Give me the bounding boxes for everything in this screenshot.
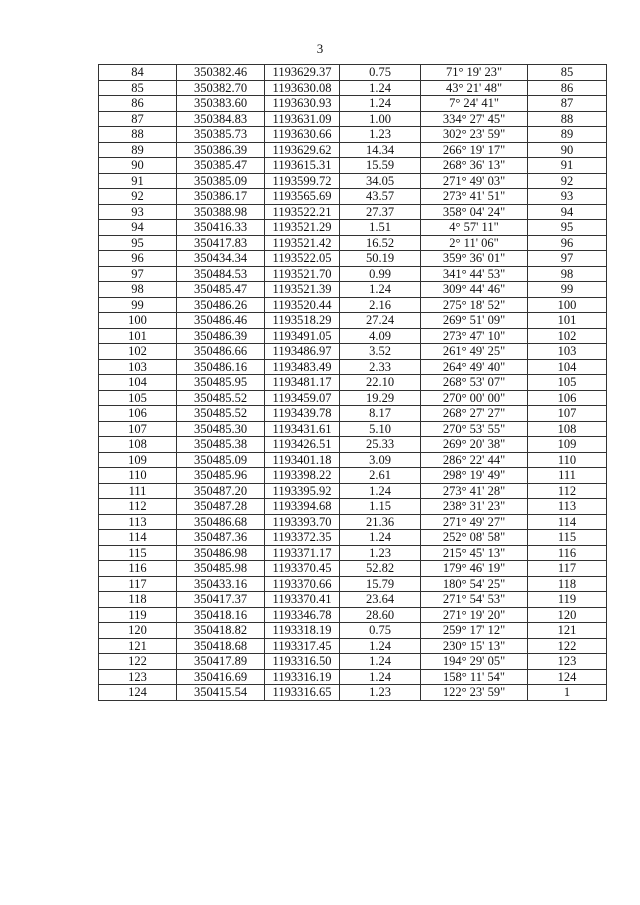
distance-cell: 43.57 xyxy=(340,189,421,205)
point-number-cell: 95 xyxy=(99,235,177,251)
point-number-cell: 100 xyxy=(99,313,177,329)
next-point-cell: 123 xyxy=(528,654,607,670)
point-number-cell: 118 xyxy=(99,592,177,608)
x-coordinate-cell: 350486.26 xyxy=(177,297,265,313)
x-coordinate-cell: 350485.98 xyxy=(177,561,265,577)
distance-cell: 3.52 xyxy=(340,344,421,360)
y-coordinate-cell: 1193372.35 xyxy=(265,530,340,546)
y-coordinate-cell: 1193316.50 xyxy=(265,654,340,670)
point-number-cell: 90 xyxy=(99,158,177,174)
distance-cell: 27.37 xyxy=(340,204,421,220)
point-number-cell: 89 xyxy=(99,142,177,158)
distance-cell: 15.79 xyxy=(340,576,421,592)
x-coordinate-cell: 350416.69 xyxy=(177,669,265,685)
next-point-cell: 90 xyxy=(528,142,607,158)
y-coordinate-cell: 1193631.09 xyxy=(265,111,340,127)
table-row xyxy=(99,173,607,189)
next-point-cell: 108 xyxy=(528,421,607,437)
next-point-cell: 120 xyxy=(528,607,607,623)
table-row xyxy=(99,189,607,205)
table-row xyxy=(99,592,607,608)
next-point-cell: 114 xyxy=(528,514,607,530)
next-point-cell: 109 xyxy=(528,437,607,453)
bearing-cell: 269° 51' 09" xyxy=(421,313,528,329)
table-row xyxy=(99,685,607,701)
x-coordinate-cell: 350388.98 xyxy=(177,204,265,220)
point-number-cell: 99 xyxy=(99,297,177,313)
y-coordinate-cell: 1193520.44 xyxy=(265,297,340,313)
point-number-cell: 120 xyxy=(99,623,177,639)
table-row xyxy=(99,282,607,298)
point-number-cell: 85 xyxy=(99,80,177,96)
bearing-cell: 271° 49' 27" xyxy=(421,514,528,530)
table-row xyxy=(99,328,607,344)
bearing-cell: 259° 17' 12" xyxy=(421,623,528,639)
y-coordinate-cell: 1193439.78 xyxy=(265,406,340,422)
bearing-cell: 270° 00' 00" xyxy=(421,390,528,406)
y-coordinate-cell: 1193630.66 xyxy=(265,127,340,143)
x-coordinate-cell: 350382.46 xyxy=(177,65,265,81)
distance-cell: 34.05 xyxy=(340,173,421,189)
next-point-cell: 88 xyxy=(528,111,607,127)
bearing-cell: 358° 04' 24" xyxy=(421,204,528,220)
y-coordinate-cell: 1193426.51 xyxy=(265,437,340,453)
bearing-cell: 269° 20' 38" xyxy=(421,437,528,453)
table-row xyxy=(99,375,607,391)
point-number-cell: 93 xyxy=(99,204,177,220)
table-row xyxy=(99,158,607,174)
table-row xyxy=(99,65,607,81)
bearing-cell: 179° 46' 19" xyxy=(421,561,528,577)
point-number-cell: 88 xyxy=(99,127,177,143)
y-coordinate-cell: 1193521.29 xyxy=(265,220,340,236)
x-coordinate-cell: 350485.47 xyxy=(177,282,265,298)
bearing-cell: 261° 49' 25" xyxy=(421,344,528,360)
distance-cell: 14.34 xyxy=(340,142,421,158)
x-coordinate-cell: 350417.37 xyxy=(177,592,265,608)
y-coordinate-cell: 1193346.78 xyxy=(265,607,340,623)
point-number-cell: 98 xyxy=(99,282,177,298)
bearing-cell: 302° 23' 59" xyxy=(421,127,528,143)
distance-cell: 52.82 xyxy=(340,561,421,577)
table-row xyxy=(99,204,607,220)
y-coordinate-cell: 1193401.18 xyxy=(265,452,340,468)
x-coordinate-cell: 350485.95 xyxy=(177,375,265,391)
y-coordinate-cell: 1193483.49 xyxy=(265,359,340,375)
x-coordinate-cell: 350484.53 xyxy=(177,266,265,282)
distance-cell: 25.33 xyxy=(340,437,421,453)
table-row xyxy=(99,406,607,422)
table-row xyxy=(99,499,607,515)
x-coordinate-cell: 350486.66 xyxy=(177,344,265,360)
bearing-cell: 298° 19' 49" xyxy=(421,468,528,484)
next-point-cell: 86 xyxy=(528,80,607,96)
y-coordinate-cell: 1193522.21 xyxy=(265,204,340,220)
table-row xyxy=(99,266,607,282)
x-coordinate-cell: 350417.89 xyxy=(177,654,265,670)
bearing-cell: 271° 49' 03" xyxy=(421,173,528,189)
next-point-cell: 85 xyxy=(528,65,607,81)
x-coordinate-cell: 350382.70 xyxy=(177,80,265,96)
next-point-cell: 106 xyxy=(528,390,607,406)
y-coordinate-cell: 1193630.93 xyxy=(265,96,340,112)
bearing-cell: 194° 29' 05" xyxy=(421,654,528,670)
distance-cell: 8.17 xyxy=(340,406,421,422)
next-point-cell: 119 xyxy=(528,592,607,608)
point-number-cell: 91 xyxy=(99,173,177,189)
coordinate-table xyxy=(98,64,607,701)
next-point-cell: 117 xyxy=(528,561,607,577)
point-number-cell: 101 xyxy=(99,328,177,344)
y-coordinate-cell: 1193316.19 xyxy=(265,669,340,685)
bearing-cell: 270° 53' 55" xyxy=(421,421,528,437)
point-number-cell: 108 xyxy=(99,437,177,453)
distance-cell: 27.24 xyxy=(340,313,421,329)
point-number-cell: 92 xyxy=(99,189,177,205)
point-number-cell: 113 xyxy=(99,514,177,530)
distance-cell: 19.29 xyxy=(340,390,421,406)
next-point-cell: 110 xyxy=(528,452,607,468)
distance-cell: 16.52 xyxy=(340,235,421,251)
point-number-cell: 121 xyxy=(99,638,177,654)
y-coordinate-cell: 1193398.22 xyxy=(265,468,340,484)
distance-cell: 0.99 xyxy=(340,266,421,282)
bearing-cell: 215° 45' 13" xyxy=(421,545,528,561)
table-row xyxy=(99,545,607,561)
x-coordinate-cell: 350486.16 xyxy=(177,359,265,375)
table-row xyxy=(99,111,607,127)
x-coordinate-cell: 350485.38 xyxy=(177,437,265,453)
distance-cell: 1.23 xyxy=(340,545,421,561)
x-coordinate-cell: 350416.33 xyxy=(177,220,265,236)
y-coordinate-cell: 1193565.69 xyxy=(265,189,340,205)
distance-cell: 1.24 xyxy=(340,669,421,685)
point-number-cell: 97 xyxy=(99,266,177,282)
next-point-cell: 111 xyxy=(528,468,607,484)
bearing-cell: 238° 31' 23" xyxy=(421,499,528,515)
x-coordinate-cell: 350385.47 xyxy=(177,158,265,174)
next-point-cell: 1 xyxy=(528,685,607,701)
distance-cell: 1.00 xyxy=(340,111,421,127)
distance-cell: 15.59 xyxy=(340,158,421,174)
x-coordinate-cell: 350385.73 xyxy=(177,127,265,143)
next-point-cell: 91 xyxy=(528,158,607,174)
y-coordinate-cell: 1193318.19 xyxy=(265,623,340,639)
table-row xyxy=(99,359,607,375)
bearing-cell: 309° 44' 46" xyxy=(421,282,528,298)
bearing-cell: 2° 11' 06" xyxy=(421,235,528,251)
point-number-cell: 123 xyxy=(99,669,177,685)
y-coordinate-cell: 1193630.08 xyxy=(265,80,340,96)
y-coordinate-cell: 1193518.29 xyxy=(265,313,340,329)
distance-cell: 1.15 xyxy=(340,499,421,515)
next-point-cell: 93 xyxy=(528,189,607,205)
table-row xyxy=(99,654,607,670)
bearing-cell: 7° 24' 41" xyxy=(421,96,528,112)
y-coordinate-cell: 1193371.17 xyxy=(265,545,340,561)
y-coordinate-cell: 1193394.68 xyxy=(265,499,340,515)
distance-cell: 2.16 xyxy=(340,297,421,313)
distance-cell: 1.24 xyxy=(340,483,421,499)
point-number-cell: 124 xyxy=(99,685,177,701)
x-coordinate-cell: 350485.52 xyxy=(177,390,265,406)
table-row xyxy=(99,623,607,639)
distance-cell: 0.75 xyxy=(340,65,421,81)
y-coordinate-cell: 1193317.45 xyxy=(265,638,340,654)
bearing-cell: 43° 21' 48" xyxy=(421,80,528,96)
x-coordinate-cell: 350384.83 xyxy=(177,111,265,127)
bearing-cell: 334° 27' 45" xyxy=(421,111,528,127)
x-coordinate-cell: 350485.52 xyxy=(177,406,265,422)
x-coordinate-cell: 350385.09 xyxy=(177,173,265,189)
bearing-cell: 268° 27' 27" xyxy=(421,406,528,422)
table-body xyxy=(99,65,607,701)
table-row xyxy=(99,390,607,406)
bearing-cell: 286° 22' 44" xyxy=(421,452,528,468)
distance-cell: 1.24 xyxy=(340,80,421,96)
point-number-cell: 84 xyxy=(99,65,177,81)
x-coordinate-cell: 350486.39 xyxy=(177,328,265,344)
table-row xyxy=(99,220,607,236)
distance-cell: 1.23 xyxy=(340,127,421,143)
table-row xyxy=(99,127,607,143)
distance-cell: 50.19 xyxy=(340,251,421,267)
bearing-cell: 268° 53' 07" xyxy=(421,375,528,391)
point-number-cell: 109 xyxy=(99,452,177,468)
y-coordinate-cell: 1193370.41 xyxy=(265,592,340,608)
page-number: 3 xyxy=(316,41,324,56)
y-coordinate-cell: 1193316.65 xyxy=(265,685,340,701)
next-point-cell: 124 xyxy=(528,669,607,685)
bearing-cell: 275° 18' 52" xyxy=(421,297,528,313)
x-coordinate-cell: 350486.68 xyxy=(177,514,265,530)
next-point-cell: 103 xyxy=(528,344,607,360)
table-row xyxy=(99,576,607,592)
bearing-cell: 122° 23' 59" xyxy=(421,685,528,701)
point-number-cell: 104 xyxy=(99,375,177,391)
distance-cell: 2.61 xyxy=(340,468,421,484)
distance-cell: 22.10 xyxy=(340,375,421,391)
next-point-cell: 92 xyxy=(528,173,607,189)
point-number-cell: 115 xyxy=(99,545,177,561)
y-coordinate-cell: 1193431.61 xyxy=(265,421,340,437)
table-row xyxy=(99,483,607,499)
y-coordinate-cell: 1193521.70 xyxy=(265,266,340,282)
x-coordinate-cell: 350418.16 xyxy=(177,607,265,623)
next-point-cell: 101 xyxy=(528,313,607,329)
bearing-cell: 359° 36' 01" xyxy=(421,251,528,267)
bearing-cell: 341° 44' 53" xyxy=(421,266,528,282)
next-point-cell: 118 xyxy=(528,576,607,592)
table-row xyxy=(99,530,607,546)
y-coordinate-cell: 1193629.37 xyxy=(265,65,340,81)
table-row xyxy=(99,344,607,360)
y-coordinate-cell: 1193521.42 xyxy=(265,235,340,251)
point-number-cell: 114 xyxy=(99,530,177,546)
y-coordinate-cell: 1193629.62 xyxy=(265,142,340,158)
y-coordinate-cell: 1193393.70 xyxy=(265,514,340,530)
x-coordinate-cell: 350485.09 xyxy=(177,452,265,468)
bearing-cell: 273° 41' 28" xyxy=(421,483,528,499)
table-row xyxy=(99,561,607,577)
table-row xyxy=(99,297,607,313)
distance-cell: 23.64 xyxy=(340,592,421,608)
table-row xyxy=(99,607,607,623)
bearing-cell: 230° 15' 13" xyxy=(421,638,528,654)
x-coordinate-cell: 350386.39 xyxy=(177,142,265,158)
x-coordinate-cell: 350418.82 xyxy=(177,623,265,639)
x-coordinate-cell: 350434.34 xyxy=(177,251,265,267)
distance-cell: 1.24 xyxy=(340,96,421,112)
bearing-cell: 4° 57' 11" xyxy=(421,220,528,236)
bearing-cell: 180° 54' 25" xyxy=(421,576,528,592)
next-point-cell: 116 xyxy=(528,545,607,561)
table-row xyxy=(99,514,607,530)
distance-cell: 1.24 xyxy=(340,638,421,654)
table-row xyxy=(99,421,607,437)
x-coordinate-cell: 350486.98 xyxy=(177,545,265,561)
next-point-cell: 107 xyxy=(528,406,607,422)
point-number-cell: 110 xyxy=(99,468,177,484)
distance-cell: 5.10 xyxy=(340,421,421,437)
next-point-cell: 97 xyxy=(528,251,607,267)
y-coordinate-cell: 1193615.31 xyxy=(265,158,340,174)
bearing-cell: 271° 19' 20" xyxy=(421,607,528,623)
next-point-cell: 121 xyxy=(528,623,607,639)
next-point-cell: 95 xyxy=(528,220,607,236)
point-number-cell: 117 xyxy=(99,576,177,592)
bearing-cell: 266° 19' 17" xyxy=(421,142,528,158)
bearing-cell: 71° 19' 23" xyxy=(421,65,528,81)
x-coordinate-cell: 350486.46 xyxy=(177,313,265,329)
table-row xyxy=(99,638,607,654)
distance-cell: 28.60 xyxy=(340,607,421,623)
distance-cell: 0.75 xyxy=(340,623,421,639)
next-point-cell: 104 xyxy=(528,359,607,375)
point-number-cell: 116 xyxy=(99,561,177,577)
point-number-cell: 122 xyxy=(99,654,177,670)
next-point-cell: 112 xyxy=(528,483,607,499)
bearing-cell: 273° 41' 51" xyxy=(421,189,528,205)
x-coordinate-cell: 350383.60 xyxy=(177,96,265,112)
x-coordinate-cell: 350386.17 xyxy=(177,189,265,205)
next-point-cell: 89 xyxy=(528,127,607,143)
table-row xyxy=(99,142,607,158)
point-number-cell: 107 xyxy=(99,421,177,437)
distance-cell: 1.23 xyxy=(340,685,421,701)
bearing-cell: 252° 08' 58" xyxy=(421,530,528,546)
y-coordinate-cell: 1193522.05 xyxy=(265,251,340,267)
table-row xyxy=(99,468,607,484)
distance-cell: 1.24 xyxy=(340,282,421,298)
x-coordinate-cell: 350487.20 xyxy=(177,483,265,499)
table-row xyxy=(99,437,607,453)
distance-cell: 1.51 xyxy=(340,220,421,236)
table-row xyxy=(99,452,607,468)
point-number-cell: 112 xyxy=(99,499,177,515)
y-coordinate-cell: 1193486.97 xyxy=(265,344,340,360)
next-point-cell: 102 xyxy=(528,328,607,344)
point-number-cell: 87 xyxy=(99,111,177,127)
bearing-cell: 271° 54' 53" xyxy=(421,592,528,608)
x-coordinate-cell: 350418.68 xyxy=(177,638,265,654)
distance-cell: 2.33 xyxy=(340,359,421,375)
y-coordinate-cell: 1193491.05 xyxy=(265,328,340,344)
point-number-cell: 103 xyxy=(99,359,177,375)
distance-cell: 3.09 xyxy=(340,452,421,468)
y-coordinate-cell: 1193599.72 xyxy=(265,173,340,189)
x-coordinate-cell: 350487.36 xyxy=(177,530,265,546)
point-number-cell: 119 xyxy=(99,607,177,623)
point-number-cell: 94 xyxy=(99,220,177,236)
point-number-cell: 102 xyxy=(99,344,177,360)
table-row xyxy=(99,251,607,267)
distance-cell: 21.36 xyxy=(340,514,421,530)
point-number-cell: 106 xyxy=(99,406,177,422)
next-point-cell: 122 xyxy=(528,638,607,654)
x-coordinate-cell: 350485.96 xyxy=(177,468,265,484)
table-row xyxy=(99,669,607,685)
next-point-cell: 105 xyxy=(528,375,607,391)
distance-cell: 1.24 xyxy=(340,530,421,546)
x-coordinate-cell: 350417.83 xyxy=(177,235,265,251)
x-coordinate-cell: 350415.54 xyxy=(177,685,265,701)
table-row xyxy=(99,96,607,112)
table-row xyxy=(99,313,607,329)
y-coordinate-cell: 1193481.17 xyxy=(265,375,340,391)
next-point-cell: 115 xyxy=(528,530,607,546)
point-number-cell: 86 xyxy=(99,96,177,112)
x-coordinate-cell: 350485.30 xyxy=(177,421,265,437)
next-point-cell: 100 xyxy=(528,297,607,313)
next-point-cell: 99 xyxy=(528,282,607,298)
next-point-cell: 113 xyxy=(528,499,607,515)
x-coordinate-cell: 350487.28 xyxy=(177,499,265,515)
next-point-cell: 96 xyxy=(528,235,607,251)
bearing-cell: 158° 11' 54" xyxy=(421,669,528,685)
distance-cell: 1.24 xyxy=(340,654,421,670)
y-coordinate-cell: 1193459.07 xyxy=(265,390,340,406)
table-row xyxy=(99,235,607,251)
x-coordinate-cell: 350433.16 xyxy=(177,576,265,592)
next-point-cell: 94 xyxy=(528,204,607,220)
next-point-cell: 98 xyxy=(528,266,607,282)
distance-cell: 4.09 xyxy=(340,328,421,344)
bearing-cell: 268° 36' 13" xyxy=(421,158,528,174)
next-point-cell: 87 xyxy=(528,96,607,112)
point-number-cell: 105 xyxy=(99,390,177,406)
bearing-cell: 273° 47' 10" xyxy=(421,328,528,344)
bearing-cell: 264° 49' 40" xyxy=(421,359,528,375)
point-number-cell: 111 xyxy=(99,483,177,499)
point-number-cell: 96 xyxy=(99,251,177,267)
y-coordinate-cell: 1193521.39 xyxy=(265,282,340,298)
table-row xyxy=(99,80,607,96)
y-coordinate-cell: 1193370.66 xyxy=(265,576,340,592)
y-coordinate-cell: 1193370.45 xyxy=(265,561,340,577)
y-coordinate-cell: 1193395.92 xyxy=(265,483,340,499)
